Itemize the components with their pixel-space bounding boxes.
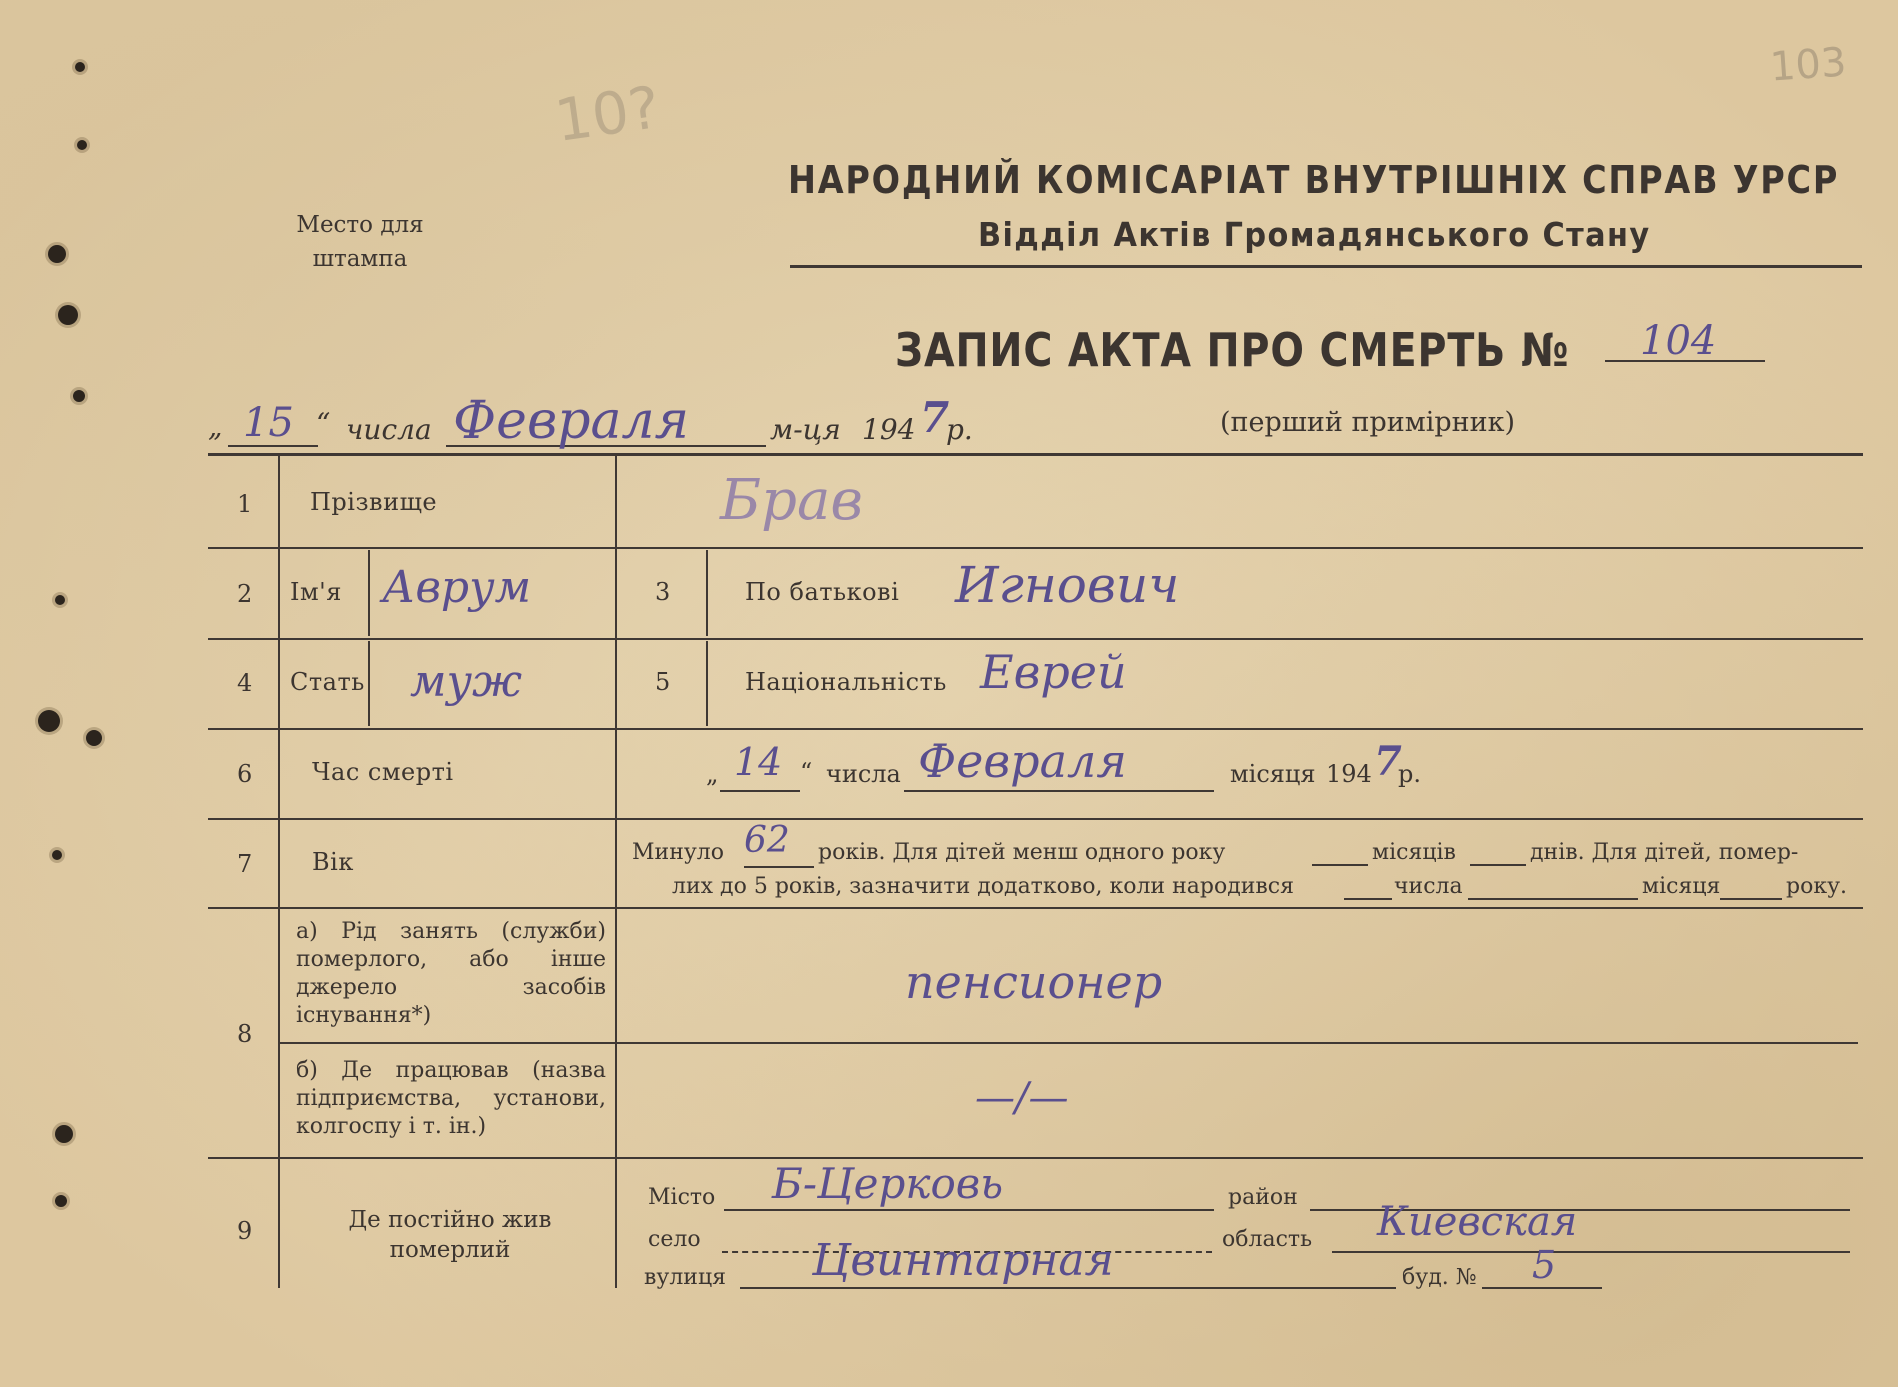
name-divider: [368, 550, 370, 636]
vulytsia-label: вулиця: [644, 1265, 726, 1290]
mtsia-label: м-ця: [770, 413, 841, 446]
age-text-a: років. Для дітей менш одного року: [818, 840, 1226, 865]
department-title: Відділ Актів Громадянського Стану: [978, 215, 1651, 254]
age-months-line: [1312, 864, 1368, 866]
row-divider: [208, 547, 1863, 549]
binding-hole: [52, 850, 62, 860]
first-name-value: Аврум: [382, 562, 532, 613]
binding-hole: [48, 245, 66, 263]
row-number-5: 5: [655, 668, 671, 696]
death-chysla-label: числа: [826, 760, 901, 788]
misto-value: Б-Церковь: [772, 1159, 1004, 1208]
quote-close: “: [316, 407, 331, 440]
binding-hole: [73, 390, 85, 402]
death-day: 14: [734, 740, 783, 784]
row-divider: [208, 728, 1863, 730]
death-misiatsia-label: місяця: [1230, 760, 1316, 788]
table-top-rule: [208, 453, 1863, 456]
header-rule: [790, 265, 1862, 268]
born-roku-label: року.: [1786, 874, 1848, 899]
row-divider: [208, 818, 1863, 820]
bud-line: [1482, 1287, 1602, 1289]
sex-divider: [368, 641, 370, 726]
binding-hole: [55, 1125, 73, 1143]
quote-close: “: [800, 758, 813, 786]
death-year-suffix: р.: [1398, 760, 1421, 788]
binding-hole: [75, 62, 85, 72]
row-number-6: 6: [237, 760, 253, 788]
row-number-7: 7: [237, 850, 253, 878]
row-divider-8a: [278, 1042, 1858, 1044]
time-of-death-line: [706, 734, 1466, 800]
patronymic-value: Игнович: [955, 556, 1180, 614]
row-number-8: 8: [237, 1020, 253, 1048]
birth-month-line: [1468, 898, 1638, 900]
stamp-place-line2: штампа: [312, 246, 408, 272]
bud-value: 5: [1532, 1243, 1557, 1287]
birth-day-line: [1344, 898, 1392, 900]
binding-hole: [86, 730, 102, 746]
age-days-line: [1470, 864, 1526, 866]
row-divider: [208, 638, 1863, 640]
year-suffix: р.: [946, 413, 973, 446]
oblast-label: область: [1222, 1227, 1313, 1252]
column-divider-number: [278, 456, 280, 1288]
misiatsiv-label: місяців: [1372, 840, 1456, 865]
row-number-1: 1: [237, 490, 253, 518]
binding-hole: [38, 710, 60, 732]
column-divider-label: [615, 456, 617, 1288]
surname-value: Брав: [720, 468, 863, 533]
record-title: ЗАПИС АКТА ПРО СМЕРТЬ №: [895, 323, 1570, 377]
year-digit: 7: [920, 393, 950, 442]
residence-label: Де постійно жив померлий: [348, 1207, 552, 1263]
stamp-place-label: [290, 208, 430, 276]
oblast-value: Киевская: [1377, 1199, 1578, 1245]
patronymic-divider: [706, 550, 708, 636]
vulytsia-line: [740, 1287, 1396, 1289]
first-name-label: Ім'я: [290, 578, 342, 606]
misto-label: Місто: [648, 1185, 716, 1210]
binding-hole: [55, 595, 65, 605]
age-text-line2: лих до 5 років, зазначити додатково, коли народився: [672, 874, 1294, 899]
pencil-mark-page-number: 103: [1768, 39, 1848, 91]
occupation-label: а) Рід занять (служби) померлого, або інше джерело засобів існування*): [296, 919, 606, 1028]
time-of-death-label: Час смерті: [312, 758, 454, 786]
minulo-label: Минуло: [632, 840, 725, 865]
born-misiatsia-label: місяця: [1642, 874, 1721, 899]
selo-label: село: [648, 1227, 701, 1252]
age-text: [632, 820, 1860, 908]
workplace-value: —/—: [975, 1075, 1069, 1121]
misto-line: [724, 1209, 1214, 1211]
row-divider: [208, 1157, 1863, 1159]
age-label: Вік: [312, 848, 354, 876]
year-prefix: 194: [862, 413, 916, 446]
chysla-label: числа: [346, 413, 432, 446]
sex-value: муж: [410, 656, 523, 707]
occupation-value: пенсионер: [905, 955, 1163, 1009]
row-number-3: 3: [655, 578, 671, 606]
nationality-divider: [706, 641, 708, 726]
surname-label: Прізвище: [310, 488, 438, 516]
bud-label: буд. №: [1402, 1265, 1477, 1290]
copy-note: (перший примірник): [1220, 407, 1516, 438]
workplace-label: б) Де працював (назва підприємства, установи, колгоспу і т. ін.): [296, 1058, 606, 1139]
record-day: 15: [243, 400, 294, 446]
quote-open: „: [208, 410, 223, 443]
death-year-digit: 7: [1374, 738, 1402, 785]
death-month: Февраля: [918, 734, 1127, 788]
patronymic-label: По батькові: [745, 578, 900, 606]
oblast-line: [1332, 1251, 1850, 1253]
death-month-line: [904, 790, 1214, 792]
age-value: 62: [744, 820, 790, 861]
age-line: [744, 866, 814, 868]
birth-year-line: [1720, 898, 1782, 900]
record-month: Февраля: [453, 391, 690, 451]
row-number-4: 4: [237, 669, 253, 697]
stamp-place-line1: Место для: [296, 212, 424, 238]
binding-hole: [58, 305, 78, 325]
row-number-9: 9: [237, 1217, 253, 1245]
residence-fields: [632, 1159, 1862, 1290]
binding-hole: [55, 1195, 67, 1207]
date-line: [208, 391, 1868, 455]
vulytsia-value: Цвинтарная: [812, 1235, 1114, 1286]
nationality-label: Національність: [745, 668, 947, 696]
binding-hole: [77, 140, 87, 150]
quote-open: „: [706, 760, 719, 788]
row-number-2: 2: [237, 580, 253, 608]
pencil-mark-archive-number: 10?: [550, 73, 664, 155]
raion-label: район: [1228, 1185, 1298, 1210]
nationality-value: Еврей: [980, 645, 1127, 699]
age-text-b: днів. Для дітей, помер-: [1530, 840, 1799, 865]
death-year-prefix: 194: [1326, 760, 1372, 788]
death-day-line: [720, 790, 800, 792]
record-number: 104: [1640, 318, 1717, 364]
sex-label: Стать: [290, 668, 365, 696]
born-chysla-label: числа: [1394, 874, 1463, 899]
ministry-title: НАРОДНИЙ КОМІСАРІАТ ВНУТРІШНІХ СПРАВ УРСР: [788, 158, 1840, 202]
